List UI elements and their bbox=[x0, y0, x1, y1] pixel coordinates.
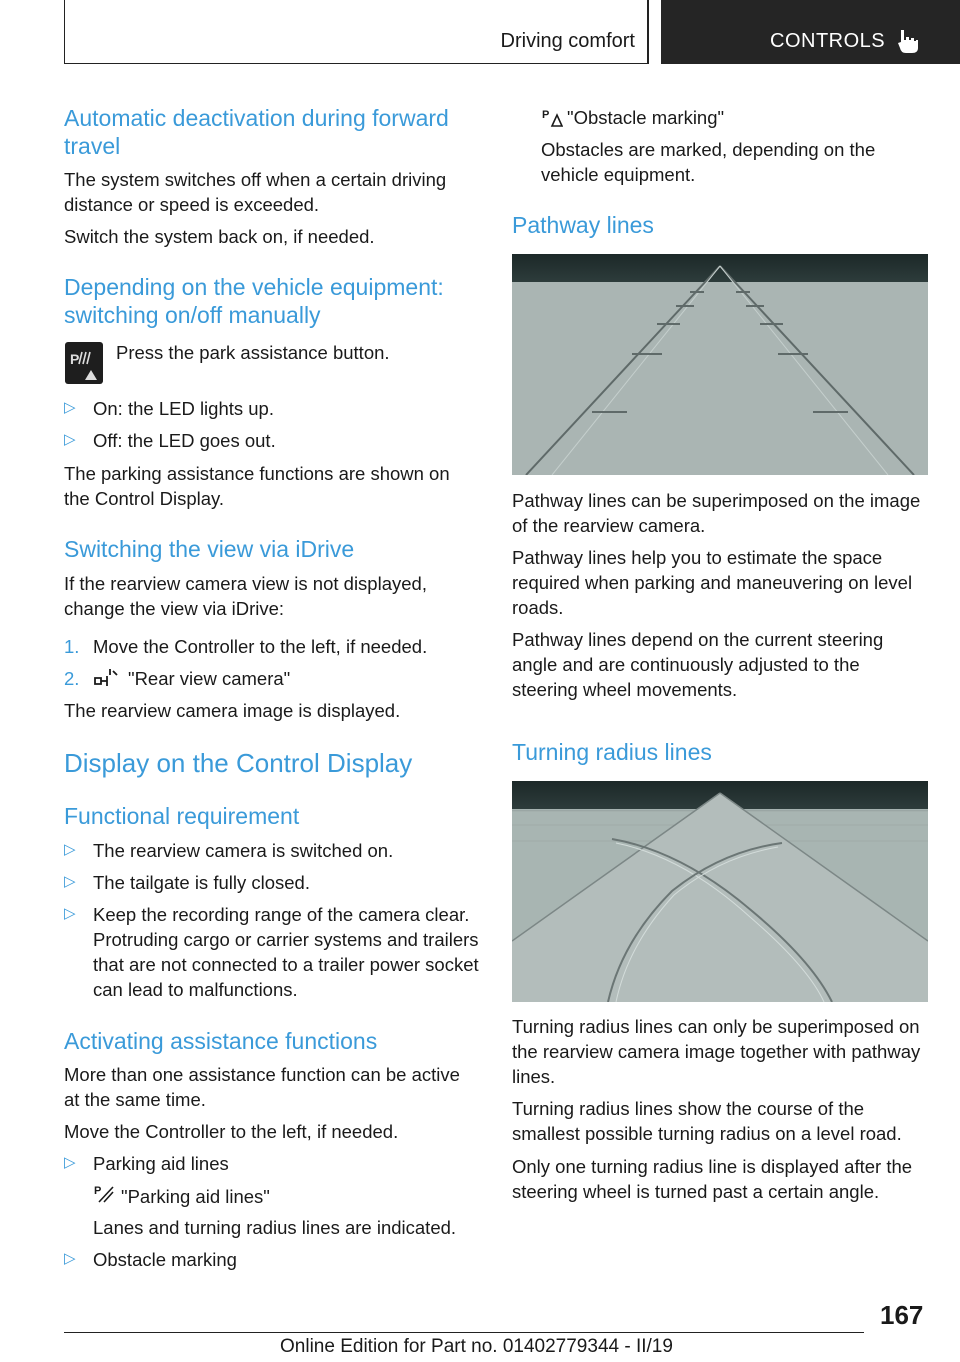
bullet-marker: ▷ bbox=[64, 399, 76, 416]
heading-turning: Turning radius lines bbox=[512, 739, 712, 765]
para-pathway-3: Pathway lines depend on the current steering angle and are continuously adjusted to the steering wheel movements. bbox=[512, 629, 884, 700]
para-turning-1: Turning radius lines can only be superimposed on the rearview camera image together with pathway lines. bbox=[512, 1016, 921, 1087]
page-number: 167 bbox=[880, 1300, 924, 1330]
svg-text:P: P bbox=[542, 109, 550, 121]
obstacle-menu: "Obstacle marking" bbox=[567, 107, 725, 128]
bullet-parking-lines: Parking aid lines bbox=[93, 1153, 229, 1174]
svg-text:P: P bbox=[70, 351, 80, 367]
para-displayed: The rearview camera image is displayed. bbox=[64, 700, 401, 721]
parking-lines-menu: "Parking aid lines" bbox=[121, 1186, 270, 1207]
header-chapter-title: CONTROLS bbox=[770, 30, 886, 52]
bullet-obstacle: Obstacle marking bbox=[93, 1249, 237, 1270]
heading-activating: Activating assistance functions bbox=[64, 1028, 378, 1054]
step-1: Move the Controller to the left, if needed. bbox=[93, 636, 428, 657]
heading-auto-deactivation: Automatic deactivation during forward travel bbox=[64, 105, 449, 159]
bullet-marker: ▷ bbox=[64, 905, 76, 922]
para-pathway-2: Pathway lines help you to estimate the space required when parking and maneuvering on level roads. bbox=[512, 547, 913, 618]
para-shown: The parking assistance functions are shown on the Control Display. bbox=[64, 463, 450, 509]
heading-pathway: Pathway lines bbox=[512, 212, 654, 238]
bullet-req-2: The tailgate is fully closed. bbox=[93, 872, 310, 893]
step-number: 1. bbox=[64, 636, 80, 657]
obstacle-marking-icon bbox=[541, 106, 563, 128]
step-2: "Rear view camera" bbox=[128, 668, 291, 689]
parking-lines-desc: Lanes and turning radius lines are indicated. bbox=[93, 1217, 457, 1238]
park-assist-button-icon bbox=[65, 342, 103, 384]
obstacle-desc: Obstacles are marked, depending on the vehicle equipment. bbox=[541, 139, 876, 185]
para-turning-2: Turning radius lines show the course of the smallest possible turning radius on a level road. bbox=[512, 1098, 902, 1144]
bullet-marker: ▷ bbox=[64, 1154, 76, 1171]
footer-rule bbox=[64, 1332, 864, 1333]
header-section-title: Driving comfort bbox=[500, 30, 635, 52]
para-pathway-1: Pathway lines can be superimposed on the image of the rearview camera. bbox=[512, 490, 921, 536]
bullet-req-1: The rearview camera is switched on. bbox=[93, 840, 394, 861]
bullet-off: Off: the LED goes out. bbox=[93, 430, 276, 451]
step-number: 2. bbox=[64, 668, 80, 689]
svg-text:P: P bbox=[94, 1185, 102, 1197]
rear-camera-icon bbox=[93, 666, 119, 688]
bullet-marker: ▷ bbox=[64, 873, 76, 890]
heading-functional-req: Functional requirement bbox=[64, 803, 300, 829]
header-divider bbox=[647, 0, 649, 64]
para-press-button: Press the park assistance button. bbox=[116, 342, 390, 363]
parking-lines-icon bbox=[93, 1182, 115, 1204]
bullet-on: On: the LED lights up. bbox=[93, 398, 274, 419]
turning-radius-image bbox=[512, 781, 928, 1002]
bullet-marker: ▷ bbox=[64, 1250, 76, 1267]
bullet-marker: ▷ bbox=[64, 841, 76, 858]
para-auto-1: The system switches off when a certain driving distance or speed is exceeded. bbox=[64, 169, 447, 215]
heading-display: Display on the Control Display bbox=[64, 748, 413, 778]
para-turning-3: Only one turning radius line is displayed after the steering wheel is turned past a certain angle. bbox=[512, 1156, 913, 1202]
para-move: Move the Controller to the left, if needed. bbox=[64, 1121, 399, 1142]
footer-edition: Online Edition for Part no. 01402779344 - II/19 bbox=[280, 1336, 673, 1357]
heading-manual-switch: Depending on the vehicle equipment: switching on/off manually bbox=[64, 274, 444, 328]
bullet-req-3: Keep the recording range of the camera clear. Protruding cargo or carrier systems and trailers that are not connected to a trailer power socket can lead to malfunctions. bbox=[93, 904, 479, 1000]
heading-switch-view: Switching the view via iDrive bbox=[64, 536, 355, 562]
pathway-lines-image bbox=[512, 254, 928, 475]
para-switch-view: If the rearview camera view is not displayed, change the view via iDrive: bbox=[64, 573, 427, 619]
pointing-hand-icon bbox=[896, 28, 920, 54]
bullet-marker: ▷ bbox=[64, 431, 76, 448]
para-more: More than one assistance function can be active at the same time. bbox=[64, 1064, 460, 1110]
para-auto-2: Switch the system back on, if needed. bbox=[64, 226, 375, 247]
